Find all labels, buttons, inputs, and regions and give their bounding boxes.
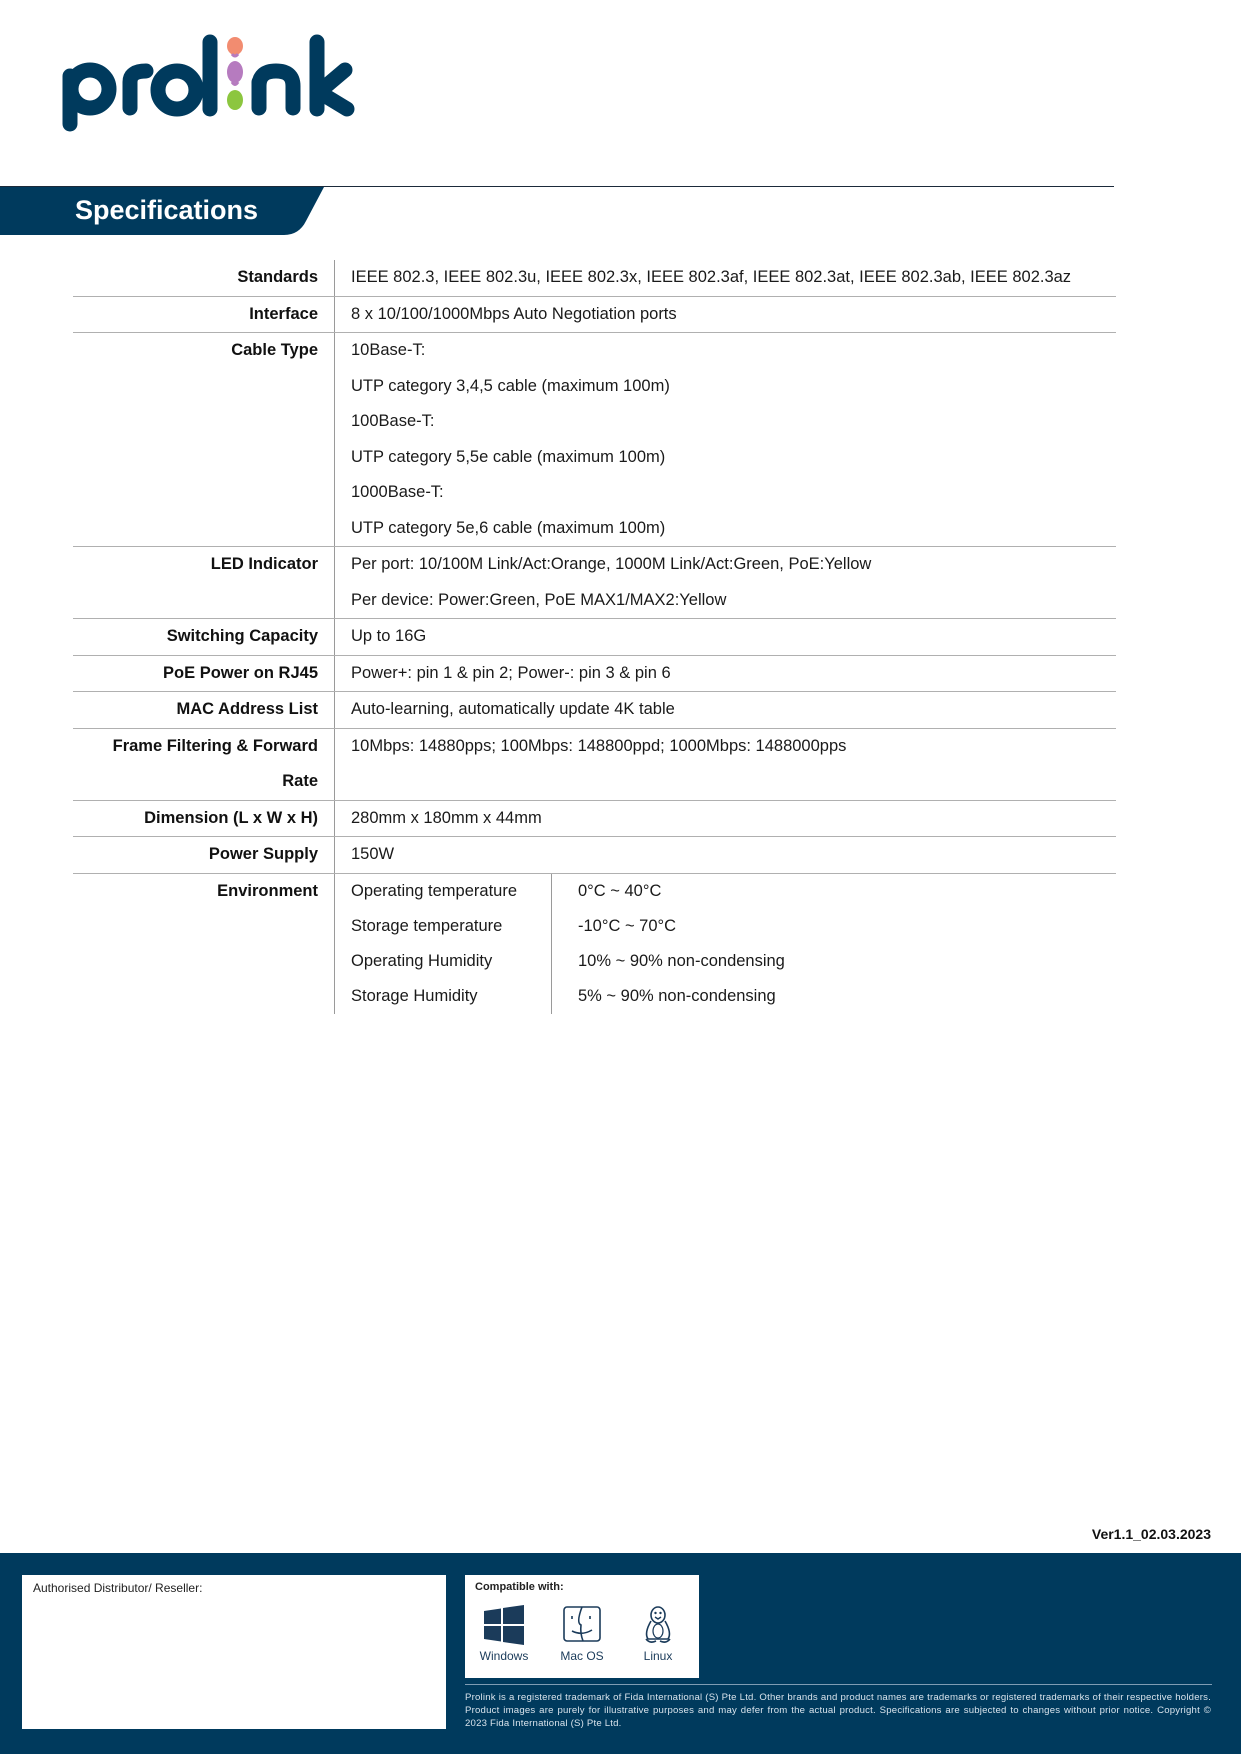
finder-icon xyxy=(560,1605,604,1645)
spec-row-environment xyxy=(73,873,1116,1014)
spec-value xyxy=(335,547,1117,619)
spec-label: Dimension (L x W x H) xyxy=(73,800,335,837)
windows-item xyxy=(469,1605,539,1663)
legal-notice: Prolink is a registered trademark of Fida International (S) Pte Ltd. Other brands and product names are trademarks or registered trademarks of their respective holders. Product images are purely for illustrative purposes and may defer from the actual product. Specifications are subjected to changes without prior notice. Copyright © 2023 Fida International (S) Pte Ltd. xyxy=(465,1692,1211,1729)
spec-value-line: Power+: pin 1 & pin 2; Power-: pin 3 & pin 6 xyxy=(351,663,671,682)
environment-row xyxy=(351,909,1116,944)
spec-row xyxy=(73,837,1116,874)
spec-value-line: UTP category 5e,6 cable (maximum 100m) xyxy=(351,518,666,537)
spec-label: Cable Type xyxy=(73,333,335,547)
spec-value-line: IEEE 802.3, IEEE 802.3u, IEEE 802.3x, IEEE 802.3af, IEEE 802.3at, IEEE 802.3ab, IEEE 802.3az xyxy=(351,268,1072,286)
environment-key: Operating Humidity xyxy=(351,944,552,979)
version-label: Ver1.1_02.03.2023 xyxy=(1091,1526,1211,1542)
spec-label: Interface xyxy=(73,296,335,333)
spec-value-line: Per port: 10/100M Link/Act:Orange, 1000M Link/Act:Green, PoE:Yellow xyxy=(351,555,872,573)
spec-value xyxy=(335,655,1117,692)
spec-label: PoE Power on RJ45 xyxy=(73,655,335,692)
windows-icon xyxy=(482,1605,526,1645)
spec-row xyxy=(73,800,1116,837)
spec-value-line: Auto-learning, automatically update 4K table xyxy=(351,700,675,718)
environment-key: Storage temperature xyxy=(351,909,552,944)
os-label: Linux xyxy=(643,1649,673,1663)
spec-value-line: Up to 16G xyxy=(351,627,427,645)
spec-value-line: 280mm x 180mm x 44mm xyxy=(351,808,542,827)
environment-value: -10°C ~ 70°C xyxy=(578,916,677,935)
spec-value-line: 150W xyxy=(351,845,395,863)
spec-value xyxy=(335,619,1117,656)
environment-value: 5% ~ 90% non-condensing xyxy=(578,986,776,1005)
os-label: Windows xyxy=(479,1649,529,1663)
distributor-box xyxy=(22,1575,446,1729)
environment-row xyxy=(351,874,1116,909)
spec-row xyxy=(73,692,1116,729)
footer-divider xyxy=(465,1684,1212,1685)
spec-label: Switching Capacity xyxy=(73,619,335,656)
spec-label: Frame Filtering & Forward Rate xyxy=(73,728,335,800)
spec-value-line: 8 x 10/100/1000Mbps Auto Negotiation ports xyxy=(351,304,677,323)
environment-key: Storage Humidity xyxy=(351,979,552,1014)
spec-value-line: 100Base-T: xyxy=(351,412,435,430)
linux-item xyxy=(623,1605,693,1663)
environment-table xyxy=(351,874,1116,1014)
spec-value xyxy=(335,800,1117,837)
environment-values xyxy=(335,873,1117,1014)
spec-row xyxy=(73,333,1116,547)
linux-tux-icon xyxy=(636,1605,680,1645)
spec-value-line: 1000Base-T: xyxy=(351,483,444,501)
spec-value xyxy=(335,728,1117,800)
spec-value-line: Per device: Power:Green, PoE MAX1/MAX2:Yellow xyxy=(351,590,727,609)
spec-value xyxy=(335,837,1117,874)
spec-value-line: UTP category 3,4,5 cable (maximum 100m) xyxy=(351,376,670,395)
spec-row xyxy=(73,260,1116,296)
spec-value xyxy=(335,333,1117,547)
spec-row xyxy=(73,655,1116,692)
spec-value-line: UTP category 5,5e cable (maximum 100m) xyxy=(351,447,666,466)
os-label: Mac OS xyxy=(560,1649,604,1663)
spec-row xyxy=(73,619,1116,656)
spec-value-line: 10Base-T: xyxy=(351,341,426,359)
environment-row xyxy=(351,944,1116,979)
environment-value: 10% ~ 90% non-condensing xyxy=(578,951,785,970)
spec-value xyxy=(335,296,1117,333)
spec-row xyxy=(73,728,1116,800)
environment-row xyxy=(351,979,1116,1014)
spec-row xyxy=(73,547,1116,619)
macos-item xyxy=(547,1605,617,1663)
distributor-label: Authorised Distributor/ Reseller: xyxy=(33,1581,203,1595)
section-title: Specifications xyxy=(75,195,259,225)
compatible-label: Compatible with: xyxy=(475,1581,564,1593)
spec-label: Environment xyxy=(73,873,335,1014)
environment-value: 0°C ~ 40°C xyxy=(578,881,662,900)
spec-row xyxy=(73,296,1116,333)
spec-label: MAC Address List xyxy=(73,692,335,729)
prolink-logo xyxy=(62,34,372,134)
environment-key: Operating temperature xyxy=(351,874,552,909)
specifications-table xyxy=(73,260,1116,1014)
compatibility-box xyxy=(465,1575,699,1678)
spec-value xyxy=(335,692,1117,729)
spec-value xyxy=(335,260,1117,296)
spec-label: Power Supply xyxy=(73,837,335,874)
spec-label: Standards xyxy=(73,260,335,296)
spec-label: LED Indicator xyxy=(73,547,335,619)
spec-value-line: 10Mbps: 14880pps; 100Mbps: 148800ppd; 1000Mbps: 1488000pps xyxy=(351,736,847,755)
